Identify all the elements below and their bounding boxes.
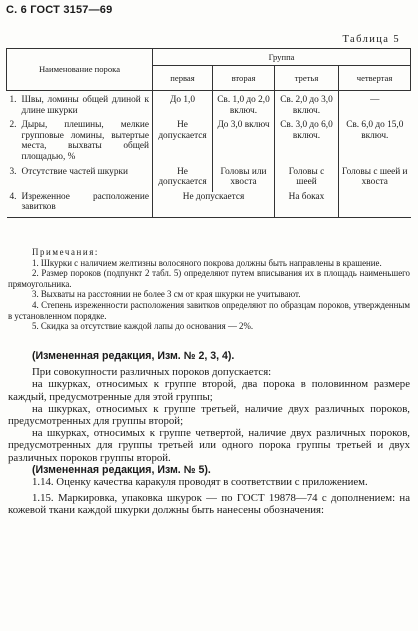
note-item: 2. Размер пороков (подпункт 2 табл. 5) определяют путем вписывания их в площадь наименьшего прямоугольника.	[8, 268, 410, 289]
table-notes	[8, 247, 410, 332]
defect-name: Дыры, плешины, мелкие групповые ломины, вытертые места, выхваты общей площадью, %	[21, 120, 149, 162]
table-cell: Головы с шеей	[275, 167, 339, 192]
table-cell: Св. 1,0 до 2,0 включ.	[213, 91, 275, 121]
row-number: 1.	[9, 95, 17, 105]
table-cell: Головы или хвоста	[213, 167, 275, 192]
notes-title: Примечания:	[32, 247, 99, 257]
table-cell	[339, 192, 411, 218]
table-cell: Не допускается	[153, 192, 275, 218]
table-row	[7, 120, 411, 166]
column-header-group: Группа	[153, 49, 411, 66]
table-row	[7, 91, 411, 121]
table-caption: Таблица 5	[342, 34, 400, 45]
row-number: 4.	[9, 191, 17, 202]
paragraph: 1.14. Оценку качества каракуля проводят в соответствии с приложением.	[32, 476, 368, 489]
table-cell: До 1,0	[153, 91, 213, 121]
defect-name: Швы, ломины общей длиной к длине шкурки	[21, 95, 149, 116]
note-item: 3. Выхваты на расстоянии не более 3 см от края шкурки не учитывают.	[32, 289, 301, 300]
column-header-group-2: вторая	[213, 66, 275, 91]
table-cell: Не допускается	[153, 120, 213, 166]
table-cell: На боках	[275, 192, 339, 218]
paragraph: 1.15. Маркировка, упаковка шкурок — по ГОСТ 19878—74 с дополнением: на кожевой ткани каждой шкурки должны быть нанесены обозначения:	[8, 492, 410, 517]
row-number: 3.	[9, 166, 17, 177]
table-cell: До 3,0 включ	[213, 120, 275, 166]
table-cell: Св. 6,0 до 15,0 включ.	[339, 120, 411, 166]
amendment-note: (Измененная редакция, Изм. № 5).	[32, 463, 211, 476]
table-cell: Не допускается	[153, 167, 213, 192]
table-cell: Св. 3,0 до 6,0 включ.	[275, 120, 339, 166]
paragraph: При совокупности различных пороков допускается:	[32, 366, 272, 379]
column-header-group-4: четвертая	[339, 66, 411, 91]
page-header: С. 6 ГОСТ 3157—69	[6, 4, 113, 16]
table-row	[7, 167, 411, 192]
note-item: 4. Степень изреженности расположения завитков определяют по образцам пороков, утвержденным в установленном порядке.	[8, 299, 410, 321]
document-body	[8, 350, 410, 517]
defect-name: Изреженное расположение завитков	[21, 191, 149, 213]
note-item: 5. Скидка за отсутствие каждой лапы до основания — 2%.	[32, 321, 254, 332]
defects-table	[6, 48, 411, 218]
table-cell: —	[339, 91, 411, 121]
column-header-group-1: первая	[153, 66, 213, 91]
table-cell: Св. 2,0 до 3,0 включ.	[275, 91, 339, 121]
table-cell: Головы с шеей и хвоста	[339, 167, 411, 192]
note-item: 1. Шкурки с наличием желтизны волосяного покрова должны быть направлены в крашение.	[32, 257, 382, 268]
paragraph: на шкурках, относимых к группе второй, два порока в половинном размере каждый, предусмотренные для этой группы;	[8, 378, 410, 403]
defect-name: Отсутствие частей шкурки	[21, 166, 128, 177]
paragraph: на шкурках, относимых к группе третьей, наличие двух различных пороков, предусмотренных для группы второй;	[8, 402, 410, 428]
table-row	[7, 192, 411, 218]
paragraph: на шкурках, относимых к группе четвертой, наличие двух различных пороков, предусмотренных для группы третьей или одного порока группы третьей и двух различных пороков группы второй.	[8, 427, 410, 464]
row-number: 2.	[9, 120, 17, 131]
column-header-defect-name: Наименование порока	[7, 49, 153, 91]
column-header-group-3: третья	[275, 66, 339, 91]
amendment-note: (Измененная редакция, Изм. № 2, 3, 4).	[32, 350, 235, 362]
